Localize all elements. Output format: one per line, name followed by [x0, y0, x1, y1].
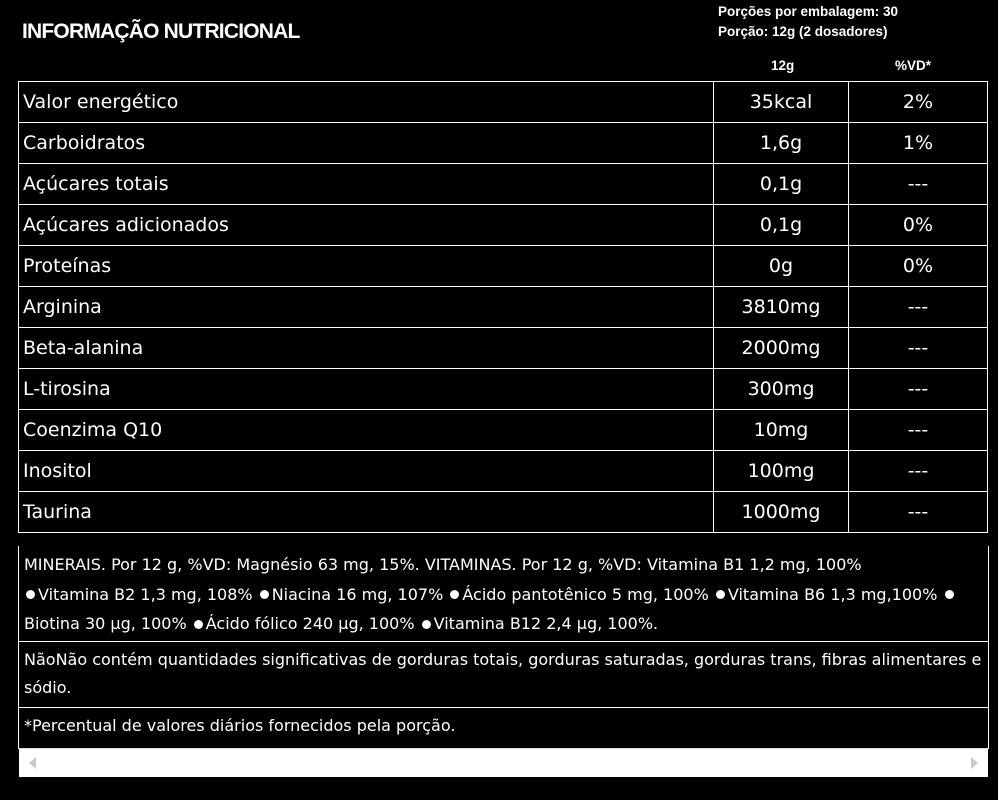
- nutrient-amount: 1000mg: [714, 492, 849, 533]
- nutrient-name: Açúcares adicionados: [19, 205, 714, 246]
- nutrient-amount: 1,6g: [714, 123, 849, 164]
- nutrient-name: Beta-alanina: [19, 328, 714, 369]
- table-row: [19, 451, 988, 492]
- table-row: [19, 205, 988, 246]
- column-header-vd: %VD*: [895, 58, 932, 73]
- nutrient-name: Coenzima Q10: [19, 410, 714, 451]
- nutrient-vd: 0%: [849, 205, 988, 246]
- not-significant-note: [18, 642, 989, 708]
- table-row: [19, 410, 988, 451]
- table-row: [19, 164, 988, 205]
- vitamin-b12-text: Vitamina B12 2,4 µg, 100%.: [433, 614, 659, 633]
- nutrient-amount: 0,1g: [714, 164, 849, 205]
- nutrient-vd: ---: [849, 164, 988, 205]
- vitamin-b2-text: Vitamina B2 1,3 mg, 108%: [38, 584, 253, 604]
- scroll-left-arrow-icon[interactable]: [29, 757, 36, 769]
- nutrient-amount: 10mg: [714, 410, 849, 451]
- scroll-right-arrow-icon[interactable]: [971, 757, 978, 769]
- portion-size: Porção: 12g (2 dosadores): [718, 24, 888, 39]
- nutrient-name: Proteínas: [19, 246, 714, 287]
- table-row: [19, 123, 988, 164]
- nutrient-name: Arginina: [19, 287, 714, 328]
- nutrient-name: Carboidratos: [19, 123, 714, 164]
- bullet-icon: [716, 590, 725, 599]
- horizontal-scrollbar[interactable]: [19, 748, 988, 777]
- bullet-icon: [450, 590, 459, 599]
- bullet-icon: [260, 590, 269, 599]
- nutrition-table-body: [19, 82, 988, 533]
- nutrient-vd: ---: [849, 287, 988, 328]
- nutrient-name: Açúcares totais: [19, 164, 714, 205]
- biotin-text: Biotina 30 µg, 100%: [24, 614, 187, 633]
- minerals-text: MINERAIS. Por 12 g, %VD: Magnésio 63 mg, 15%. VITAMINAS. Por 12 g, %VD: Vitamina B1 1,2 mg, 100%: [24, 555, 862, 574]
- nutrient-vd: 0%: [849, 246, 988, 287]
- bullet-icon: [194, 620, 203, 629]
- bullet-icon: [945, 590, 954, 599]
- nutrient-vd: ---: [849, 451, 988, 492]
- nutrient-vd: ---: [849, 369, 988, 410]
- nutrient-amount: 35kcal: [714, 82, 849, 123]
- nutrient-name: Taurina: [19, 492, 714, 533]
- portions-per-package: Porções por embalagem: 30: [718, 4, 899, 19]
- bullet-icon: [26, 590, 35, 599]
- nutrient-name: L-tirosina: [19, 369, 714, 410]
- vitamin-b6-text: Vitamina B6 1,3 mg,100%: [727, 584, 938, 604]
- nutrient-vd: 1%: [849, 123, 988, 164]
- table-row: [19, 287, 988, 328]
- table-row: [19, 246, 988, 287]
- minerals-vitamins-note: [18, 546, 989, 642]
- nutrient-amount: 300mg: [714, 369, 849, 410]
- footnote: [18, 707, 989, 749]
- nutrition-title: INFORMAÇÃO NUTRICIONAL: [22, 20, 300, 43]
- portion-info: [718, 2, 898, 42]
- table-row: [19, 492, 988, 533]
- nutrient-amount: 2000mg: [714, 328, 849, 369]
- nutrient-amount: 0g: [714, 246, 849, 287]
- table-row: [19, 328, 988, 369]
- nutrient-vd: ---: [849, 328, 988, 369]
- nutrient-vd: ---: [849, 410, 988, 451]
- footnote-text: *Percentual de valores diários fornecidos pela porção.: [24, 716, 456, 735]
- table-row: [19, 82, 988, 123]
- niacin-text: Niacina 16 mg, 107%: [271, 584, 444, 604]
- nutrient-vd: ---: [849, 492, 988, 533]
- nutrient-name: Valor energético: [19, 82, 714, 123]
- pantothenic-text: Ácido pantotênico 5 mg, 100%: [462, 584, 709, 604]
- nutrient-amount: 0,1g: [714, 205, 849, 246]
- not-significant-text: NãoNão contém quantidades significativas de gorduras totais, gorduras saturadas, gorduras trans, fibras alimentares e sódio.: [24, 650, 982, 697]
- nutrient-amount: 100mg: [714, 451, 849, 492]
- nutrition-table: [18, 81, 988, 533]
- table-row: [19, 369, 988, 410]
- folic-acid-text: Ácido fólico 240 µg, 100%: [205, 614, 415, 633]
- bullet-icon: [422, 620, 431, 629]
- column-header-amount: 12g: [771, 58, 795, 73]
- nutrient-name: Inositol: [19, 451, 714, 492]
- nutrient-vd: 2%: [849, 82, 988, 123]
- nutrient-amount: 3810mg: [714, 287, 849, 328]
